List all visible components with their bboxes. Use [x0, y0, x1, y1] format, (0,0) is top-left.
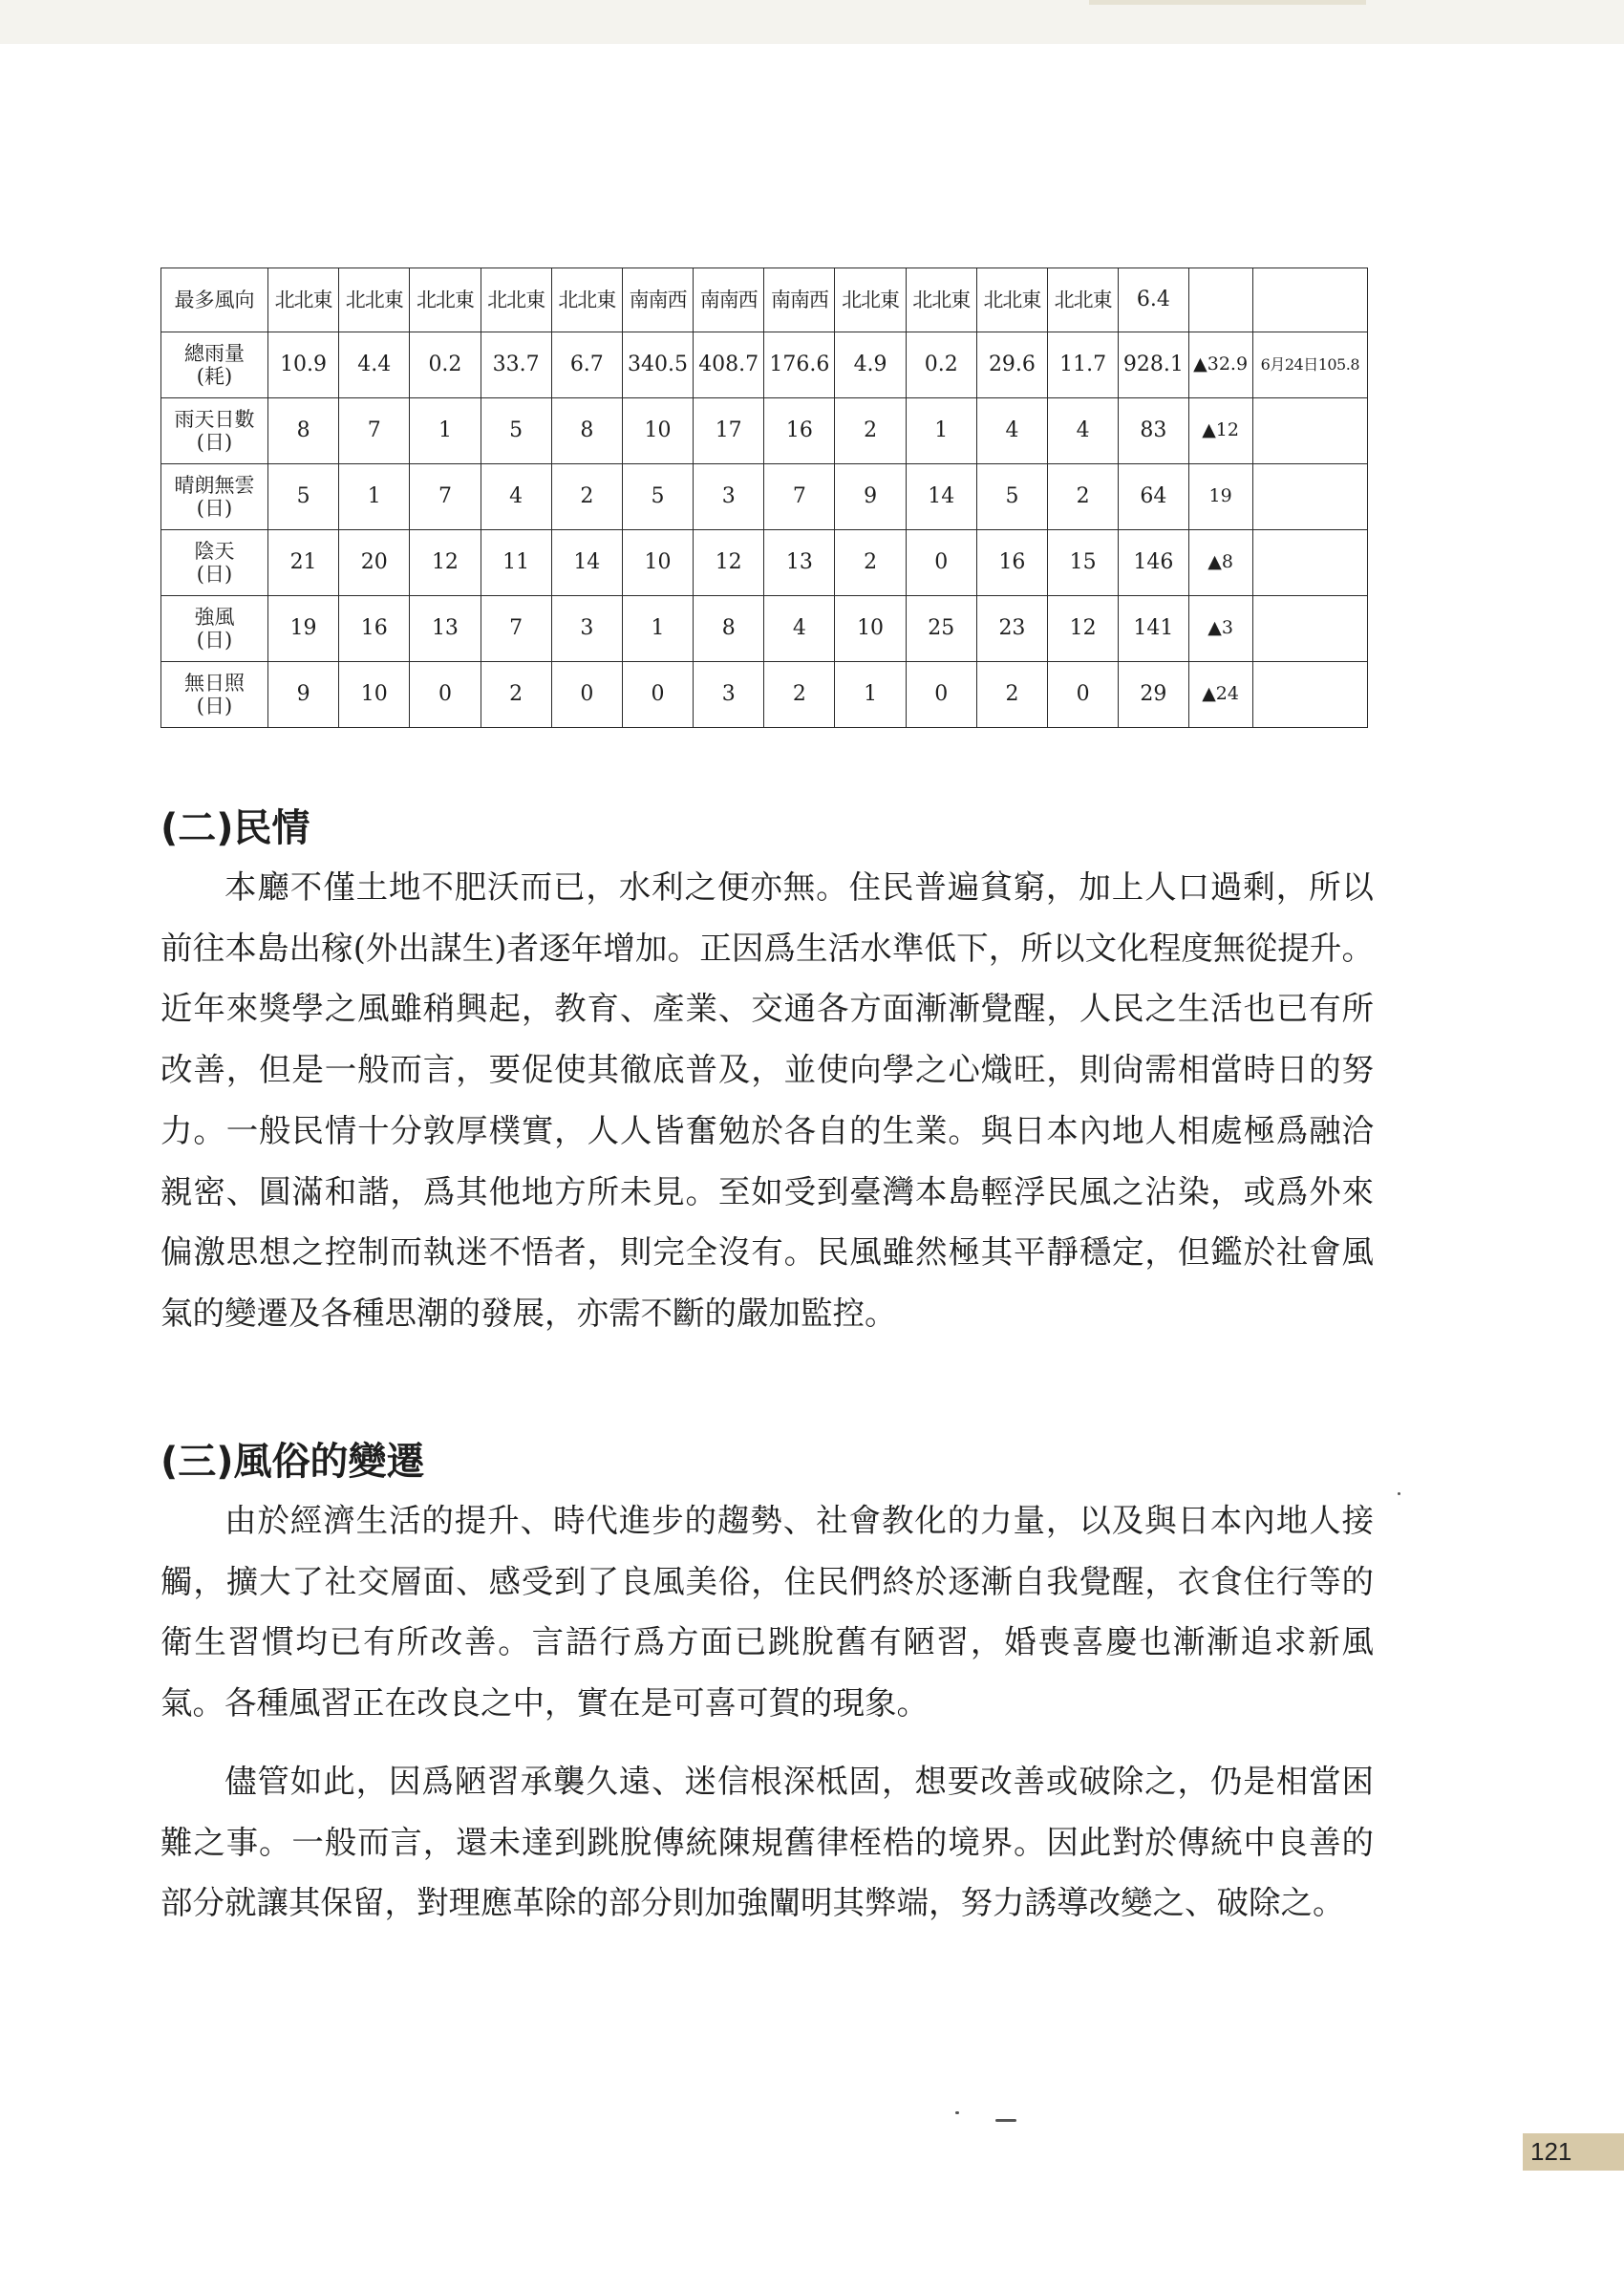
table-cell: 北北東 — [551, 268, 622, 332]
table-cell: 4 — [764, 596, 835, 662]
table-cell: 16 — [976, 530, 1047, 596]
table-cell: 2 — [764, 662, 835, 728]
table-cell: 北北東 — [410, 268, 481, 332]
table-cell: 23 — [976, 596, 1047, 662]
table-cell: 北北東 — [976, 268, 1047, 332]
table-cell — [1252, 268, 1367, 332]
table-cell: 0 — [410, 662, 481, 728]
table-cell: 928.1 — [1119, 332, 1188, 398]
table-cell: 7 — [764, 464, 835, 530]
table-cell: 11.7 — [1048, 332, 1119, 398]
table-cell: 北北東 — [835, 268, 906, 332]
table-cell: 7 — [410, 464, 481, 530]
table-cell — [1252, 398, 1367, 464]
table-cell: 1 — [622, 596, 693, 662]
table-row — [161, 530, 1368, 596]
table-cell: 南南西 — [622, 268, 693, 332]
table-cell: 北北東 — [481, 268, 551, 332]
table-row — [161, 596, 1368, 662]
table-row — [161, 662, 1368, 728]
table-cell: 2 — [1048, 464, 1119, 530]
table-cell — [1252, 530, 1367, 596]
table-cell: ▲32.9 — [1188, 332, 1252, 398]
table-cell: 1 — [339, 464, 410, 530]
table-row — [161, 332, 1368, 398]
table-cell — [1252, 662, 1367, 728]
table-cell: 10 — [339, 662, 410, 728]
table-cell: 11 — [481, 530, 551, 596]
table-cell: 12 — [1048, 596, 1119, 662]
table-cell: 0 — [1048, 662, 1119, 728]
table-cell: 0 — [906, 662, 976, 728]
climate-table — [160, 268, 1368, 728]
table-cell: ▲24 — [1188, 662, 1252, 728]
table-cell: 0 — [551, 662, 622, 728]
table-cell: 21 — [267, 530, 338, 596]
table-cell: 北北東 — [339, 268, 410, 332]
paragraph: 本廳不僅土地不肥沃而已，水利之便亦無。住民普遍貧窮，加上人口過剩，所以前往本島出稼(外出謀生)者逐年增加。正因爲生活水準低下，所以文化程度無從提升。近年來獎學之風雖稍興起，教育、產業、交通各方面漸漸覺醒，人民之生活也已有所改善，但是一般而言，要促使其徹底普及，並使向學之心熾旺，則尙需相當時日的努力。一般民情十分敦厚樸實，人人皆奮勉於各自的生業。與日本內地人相處極爲融洽親密、圓滿和諧，爲其他地方所未見。至如受到臺灣本島輕浮民風之沾染，或爲外來偏激思想之控制而執迷不悟者，則完全沒有。民風雖然極其平靜穩定，但鑑於社會風氣的變遷及各種思潮的發展，亦需不斷的嚴加監控。 — [160, 868, 1374, 1332]
table-cell: 16 — [764, 398, 835, 464]
table-cell: 1 — [906, 398, 976, 464]
table-cell: 176.6 — [764, 332, 835, 398]
table-cell: 5 — [267, 464, 338, 530]
row-label: 無日照 (日) — [161, 662, 268, 728]
table-cell: 7 — [481, 596, 551, 662]
table-cell: 2 — [976, 662, 1047, 728]
table-cell: 12 — [694, 530, 764, 596]
table-cell: 北北東 — [906, 268, 976, 332]
table-cell: 5 — [976, 464, 1047, 530]
table-cell: 29 — [1119, 662, 1188, 728]
table-cell — [1252, 596, 1367, 662]
table-cell: 8 — [267, 398, 338, 464]
table-cell: 4.9 — [835, 332, 906, 398]
table-cell: 19 — [267, 596, 338, 662]
table-cell: 4 — [481, 464, 551, 530]
table-row — [161, 398, 1368, 464]
table-cell: 64 — [1119, 464, 1188, 530]
table-row — [161, 268, 1368, 332]
table-cell: 14 — [906, 464, 976, 530]
row-label: 晴朗無雲 (日) — [161, 464, 268, 530]
section-heading-people: (二)民情 — [160, 806, 310, 850]
table-cell: 0.2 — [410, 332, 481, 398]
paragraph: 儘管如此，因爲陋習承襲久遠、迷信根深柢固，想要改善或破除之，仍是相當困難之事。一般而言，還未達到跳脫傳統陳規舊律桎梏的境界。因此對於傳統中良善的部分就讓其保留，對理應革除的部分則加強闡明其弊端，努力誘導改變之、破除之。 — [160, 1762, 1374, 1922]
row-label: 雨天日數 (日) — [161, 398, 268, 464]
table-cell: 13 — [410, 596, 481, 662]
table-cell: 南南西 — [694, 268, 764, 332]
table-cell: 8 — [551, 398, 622, 464]
table-cell: 北北東 — [1048, 268, 1119, 332]
table-cell: 83 — [1119, 398, 1188, 464]
table-cell: 141 — [1119, 596, 1188, 662]
table-cell: 29.6 — [976, 332, 1047, 398]
table-cell: 7 — [339, 398, 410, 464]
table-cell: 5 — [622, 464, 693, 530]
table-cell: 南南西 — [764, 268, 835, 332]
table-cell: 4 — [976, 398, 1047, 464]
table-cell: 16 — [339, 596, 410, 662]
page-number: 121 — [1523, 2133, 1624, 2171]
table-cell: 4.4 — [339, 332, 410, 398]
scan-speck — [995, 2119, 1016, 2122]
table-cell: 6月24日105.8 — [1252, 332, 1367, 398]
table-cell: 408.7 — [694, 332, 764, 398]
table-cell: 33.7 — [481, 332, 551, 398]
table-cell: 2 — [835, 530, 906, 596]
row-label: 總雨量 (耗) — [161, 332, 268, 398]
row-label: 陰天 (日) — [161, 530, 268, 596]
table-cell: 0 — [906, 530, 976, 596]
table-cell — [1252, 464, 1367, 530]
row-label: 強風 (日) — [161, 596, 268, 662]
table-cell: ▲8 — [1188, 530, 1252, 596]
table-cell: 20 — [339, 530, 410, 596]
table-cell: 3 — [694, 464, 764, 530]
row-label: 最多風向 — [161, 268, 268, 332]
table-cell: 2 — [551, 464, 622, 530]
table-cell: 10 — [622, 398, 693, 464]
table-cell: ▲3 — [1188, 596, 1252, 662]
top-scan-band — [0, 0, 1624, 44]
table-cell: 19 — [1188, 464, 1252, 530]
scan-speck — [1398, 1492, 1400, 1495]
climate-table-body — [161, 268, 1368, 728]
table-cell: 2 — [481, 662, 551, 728]
table-cell: 12 — [410, 530, 481, 596]
table-cell: 4 — [1048, 398, 1119, 464]
table-cell: 15 — [1048, 530, 1119, 596]
section-heading-customs: (三)風俗的變遷 — [160, 1440, 425, 1484]
section-people — [160, 800, 1374, 1344]
table-cell — [1188, 268, 1252, 332]
table-cell: 9 — [835, 464, 906, 530]
table-cell: 14 — [551, 530, 622, 596]
paragraph: 由於經濟生活的提升、時代進步的趨勢、社會教化的力量，以及與日本內地人接觸，擴大了社交層面、感受到了良風美俗，住民們終於逐漸自我覺醒，衣食住行等的衛生習慣均已有所改善。言語行爲方面已跳脫舊有陋習，婚喪喜慶也漸漸追求新風氣。各種風習正在改良之中，實在是可喜可賀的現象。 — [160, 1502, 1374, 1723]
table-cell: 3 — [551, 596, 622, 662]
section-customs — [160, 1433, 1374, 1934]
table-cell: 13 — [764, 530, 835, 596]
table-cell: 10 — [835, 596, 906, 662]
table-cell: ▲12 — [1188, 398, 1252, 464]
table-cell: 146 — [1119, 530, 1188, 596]
table-cell: 1 — [410, 398, 481, 464]
table-cell: 6.7 — [551, 332, 622, 398]
table-cell: 1 — [835, 662, 906, 728]
top-scan-mark — [1089, 0, 1366, 5]
table-cell: 2 — [835, 398, 906, 464]
table-cell: 10 — [622, 530, 693, 596]
table-cell: 10.9 — [267, 332, 338, 398]
table-cell: 0.2 — [906, 332, 976, 398]
table-cell: 5 — [481, 398, 551, 464]
table-cell: 北北東 — [267, 268, 338, 332]
scan-speck — [955, 2111, 959, 2114]
table-cell: 3 — [694, 662, 764, 728]
table-cell: 9 — [267, 662, 338, 728]
table-row — [161, 464, 1368, 530]
table-cell: 8 — [694, 596, 764, 662]
table-cell: 0 — [622, 662, 693, 728]
table-cell: 340.5 — [622, 332, 693, 398]
table-cell: 6.4 — [1119, 268, 1188, 332]
table-cell: 17 — [694, 398, 764, 464]
table-cell: 25 — [906, 596, 976, 662]
